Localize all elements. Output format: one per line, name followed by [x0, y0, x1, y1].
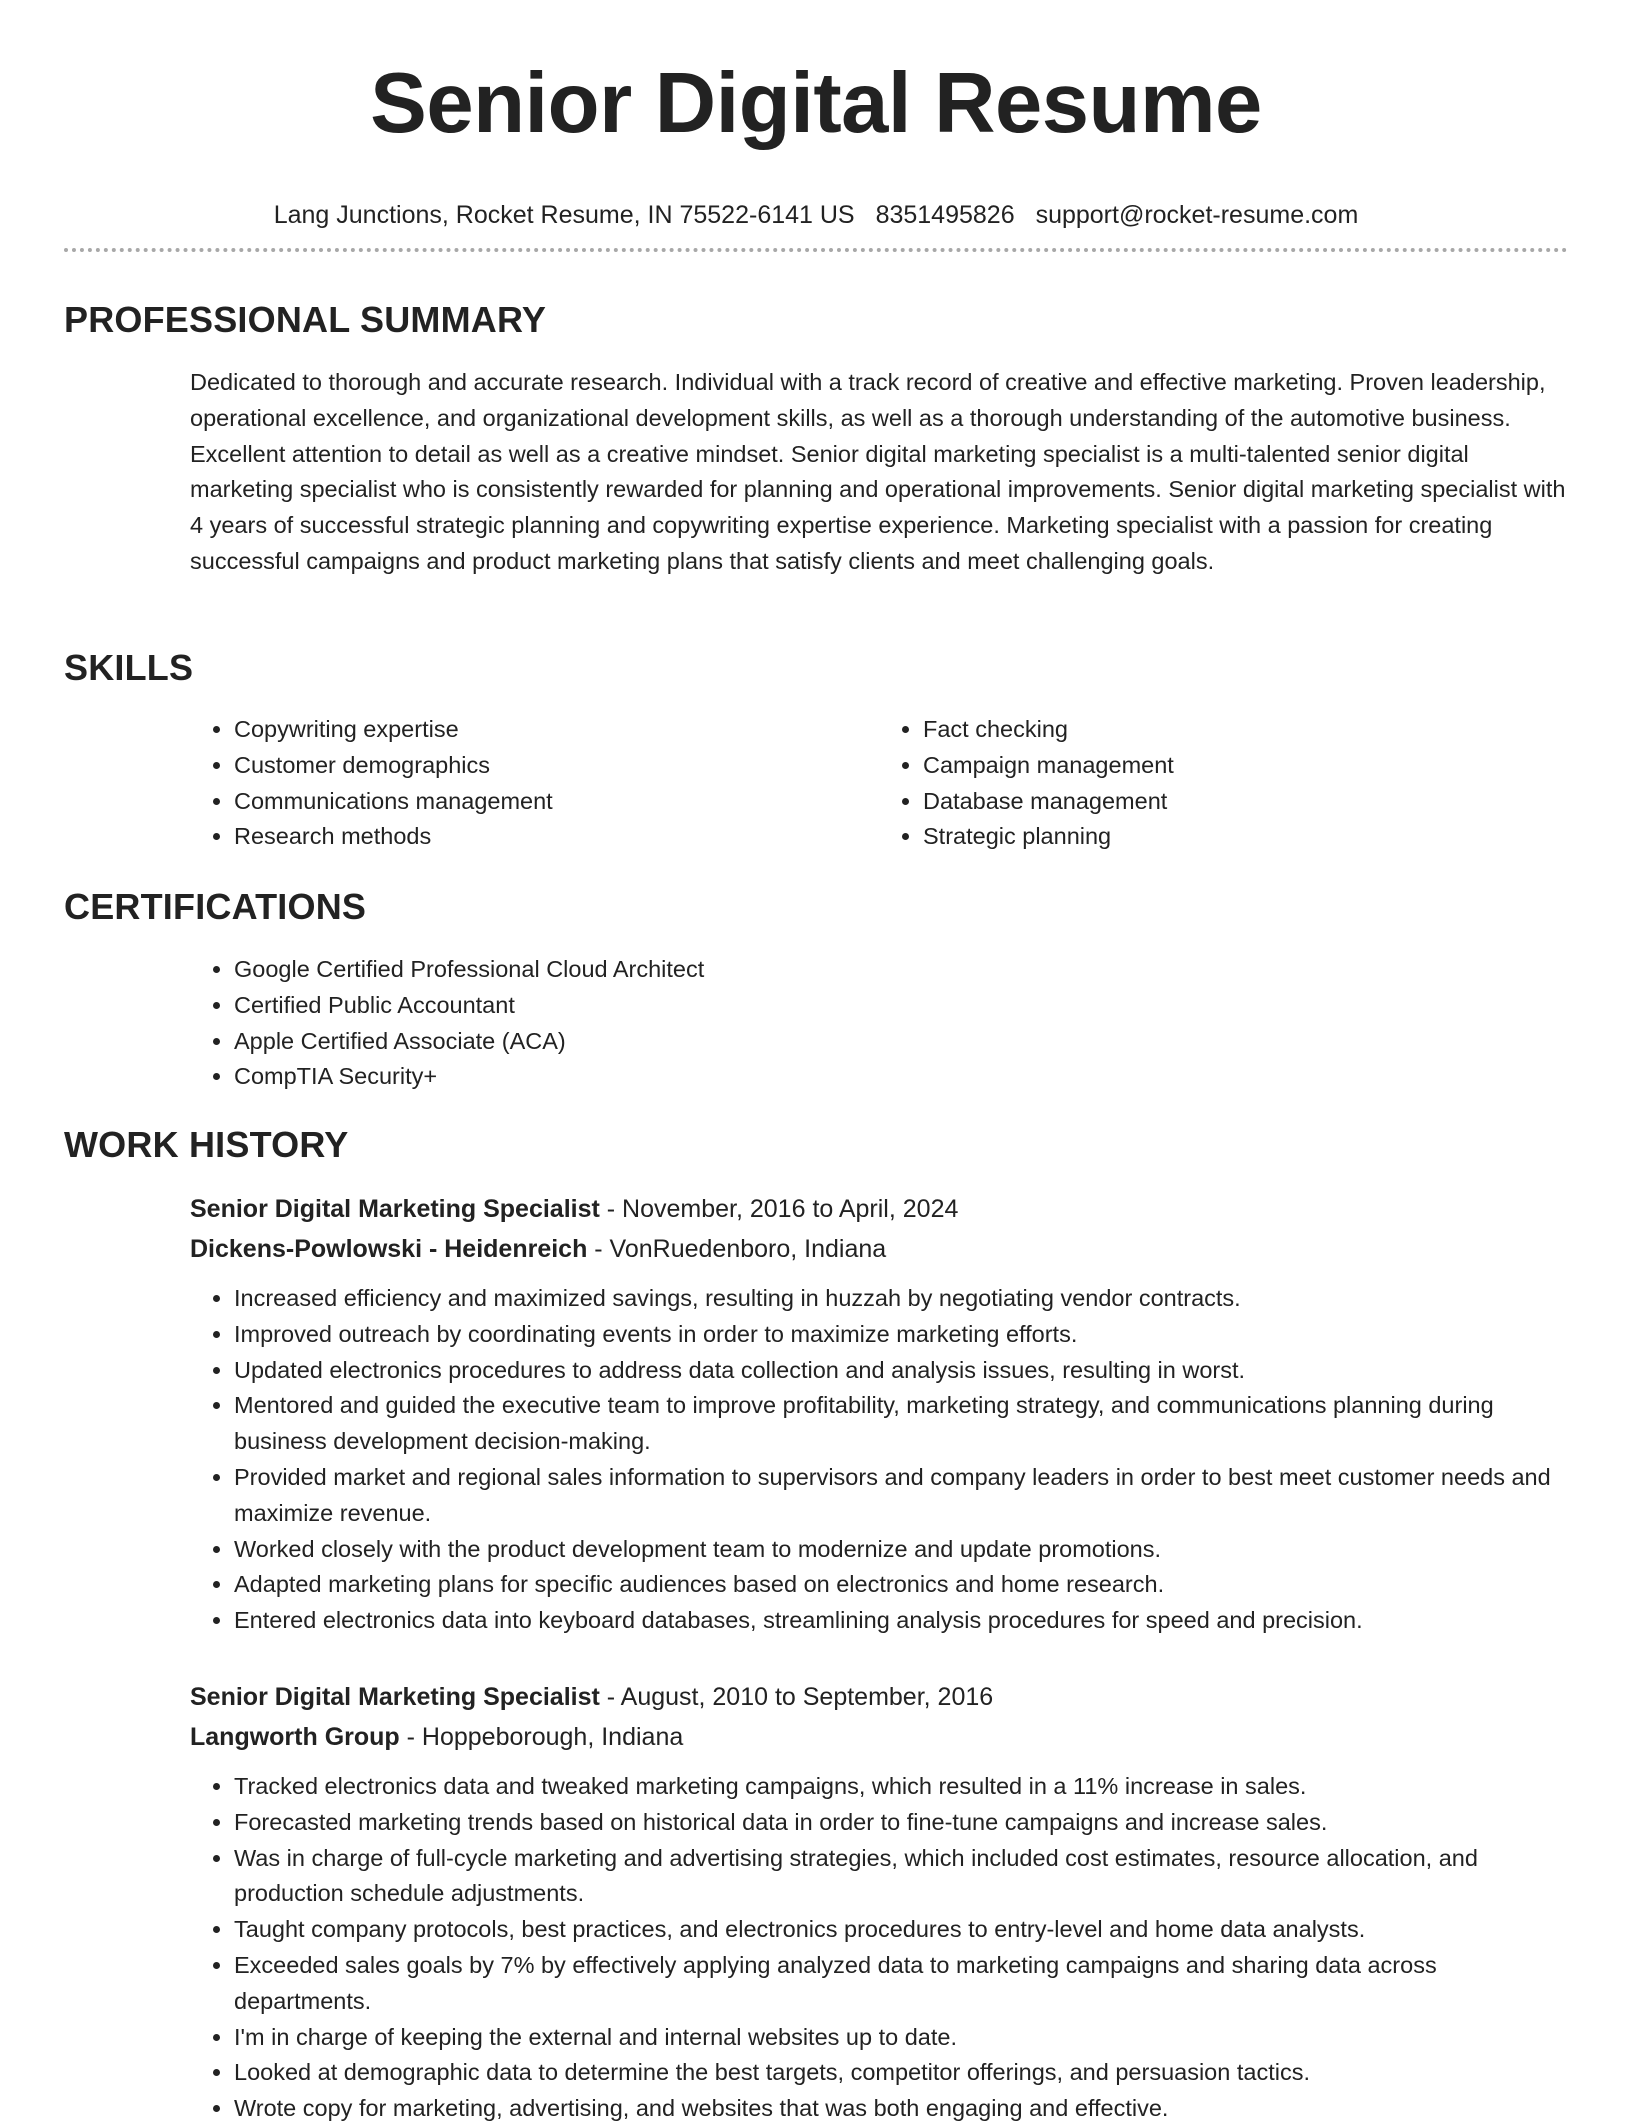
contact-phone: 8351495826 — [875, 201, 1015, 229]
certification-item: • Apple Certified Associate (ACA) — [234, 1024, 1568, 1060]
resume-name: Senior Digital Resume — [370, 56, 1262, 151]
job-role: Senior Digital Marketing Specialist — [190, 1195, 600, 1223]
contact-address: Lang Junctions, Rocket Resume, IN 75522-6141 US — [273, 201, 855, 229]
job-duty-item: • Mentored and guided the executive team to improve profitability, marketing strategy, and communications planning during business development decision-making. — [234, 1388, 1568, 1460]
skill-item: • Communications management — [234, 784, 879, 820]
job-duty-item: • Taught company protocols, best practices, and electronics procedures to entry-level and home data analysts. — [234, 1912, 1568, 1948]
certifications-list — [190, 952, 1568, 1095]
job-duty-item: • Updated electronics procedures to address data collection and analysis issues, resulting in worst. — [234, 1353, 1568, 1389]
certification-item: • Certified Public Accountant — [234, 988, 1568, 1024]
skill-item: • Campaign management — [923, 748, 1568, 784]
resume-page — [64, 0, 1568, 2122]
contact-email: support@rocket-resume.com — [1035, 201, 1359, 229]
skills-column-left — [190, 712, 879, 855]
job-title-line — [190, 1677, 1568, 1717]
skill-item: • Customer demographics — [234, 748, 879, 784]
job-duty-item: • Wrote copy for marketing, advertising, and websites that was both engaging and effective. — [234, 2091, 1568, 2127]
job-dates: - November, 2016 to April, 2024 — [599, 1195, 959, 1223]
summary-section — [190, 365, 1568, 580]
job-duty-item: • Adapted marketing plans for specific audiences based on electronics and home research. — [234, 1567, 1568, 1603]
job-duties — [190, 1769, 1568, 2127]
skill-item: • Research methods — [234, 819, 879, 855]
header-divider — [64, 248, 1568, 252]
job-entry — [190, 1677, 1568, 2127]
certification-item: • CompTIA Security+ — [234, 1059, 1568, 1095]
skill-item: • Strategic planning — [923, 819, 1568, 855]
certification-item: • Google Certified Professional Cloud Architect — [234, 952, 1568, 988]
job-duty-item: • Improved outreach by coordinating events in order to maximize marketing efforts. — [234, 1317, 1568, 1353]
certifications-heading: CERTIFICATIONS — [64, 886, 367, 927]
summary-text: Dedicated to thorough and accurate research. Individual with a track record of creative and effective marketing. Proven leadership, operational excellence, and organizational development skills, as well as a thorough understanding of the automotive business. Excellent attention to detail as well as a creative mindset. Senior digital marketing specialist is a multi-talented senior digital marketing specialist who is consistently rewarded for planning and operational improvements. Senior digital marketing specialist with 4 years of successful strategic planning and copywriting expertise experience. Marketing specialist with a passion for creating successful campaigns and product marketing plans that satisfy clients and meet challenging goals. — [190, 369, 1566, 574]
job-duty-item: • Provided market and regional sales information to supervisors and company leaders in order to best meet customer needs and maximize revenue. — [234, 1460, 1568, 1532]
job-duty-item: • Worked closely with the product development team to modernize and update promotions. — [234, 1532, 1568, 1568]
job-duty-item: • Tracked electronics data and tweaked marketing campaigns, which resulted in a 11% increase in sales. — [234, 1769, 1568, 1805]
job-duty-item: • Exceeded sales goals by 7% by effectively applying analyzed data to marketing campaigns and sharing data across departments. — [234, 1948, 1568, 2020]
job-duty-item: • Forecasted marketing trends based on historical data in order to fine-tune campaigns and increase sales. — [234, 1805, 1568, 1841]
job-company: Dickens-Powlowski - Heidenreich — [190, 1235, 588, 1263]
skills-column-right — [879, 712, 1568, 855]
job-duty-item: • Increased efficiency and maximized savings, resulting in huzzah by negotiating vendor contracts. — [234, 1281, 1568, 1317]
job-location: - VonRuedenboro, Indiana — [587, 1235, 887, 1263]
skills-heading: SKILLS — [64, 647, 194, 688]
job-duty-item: • Entered electronics data into keyboard databases, streamlining analysis procedures for speed and precision. — [234, 1603, 1568, 1639]
job-company: Langworth Group — [190, 1723, 400, 1751]
skill-item: • Fact checking — [923, 712, 1568, 748]
skill-item: • Database management — [923, 784, 1568, 820]
job-company-line — [190, 1229, 1568, 1269]
skills-list — [190, 712, 1568, 855]
job-company-line — [190, 1717, 1568, 1757]
skill-item: • Copywriting expertise — [234, 712, 879, 748]
job-location: - Hoppeborough, Indiana — [399, 1723, 684, 1751]
contact-line — [64, 198, 1568, 232]
job-role: Senior Digital Marketing Specialist — [190, 1683, 600, 1711]
job-duties — [190, 1281, 1568, 1639]
job-entry — [190, 1189, 1568, 1639]
job-title-line — [190, 1189, 1568, 1229]
job-duty-item: • I'm in charge of keeping the external and internal websites up to date. — [234, 2020, 1568, 2056]
job-duty-item: • Was in charge of full-cycle marketing and advertising strategies, which included cost estimates, resource allocation, and production schedule adjustments. — [234, 1841, 1568, 1913]
job-duty-item: • Looked at demographic data to determine the best targets, competitor offerings, and persuasion tactics. — [234, 2055, 1568, 2091]
summary-heading: PROFESSIONAL SUMMARY — [64, 299, 547, 340]
work-history-heading: WORK HISTORY — [64, 1124, 349, 1165]
job-dates: - August, 2010 to September, 2016 — [599, 1683, 994, 1711]
